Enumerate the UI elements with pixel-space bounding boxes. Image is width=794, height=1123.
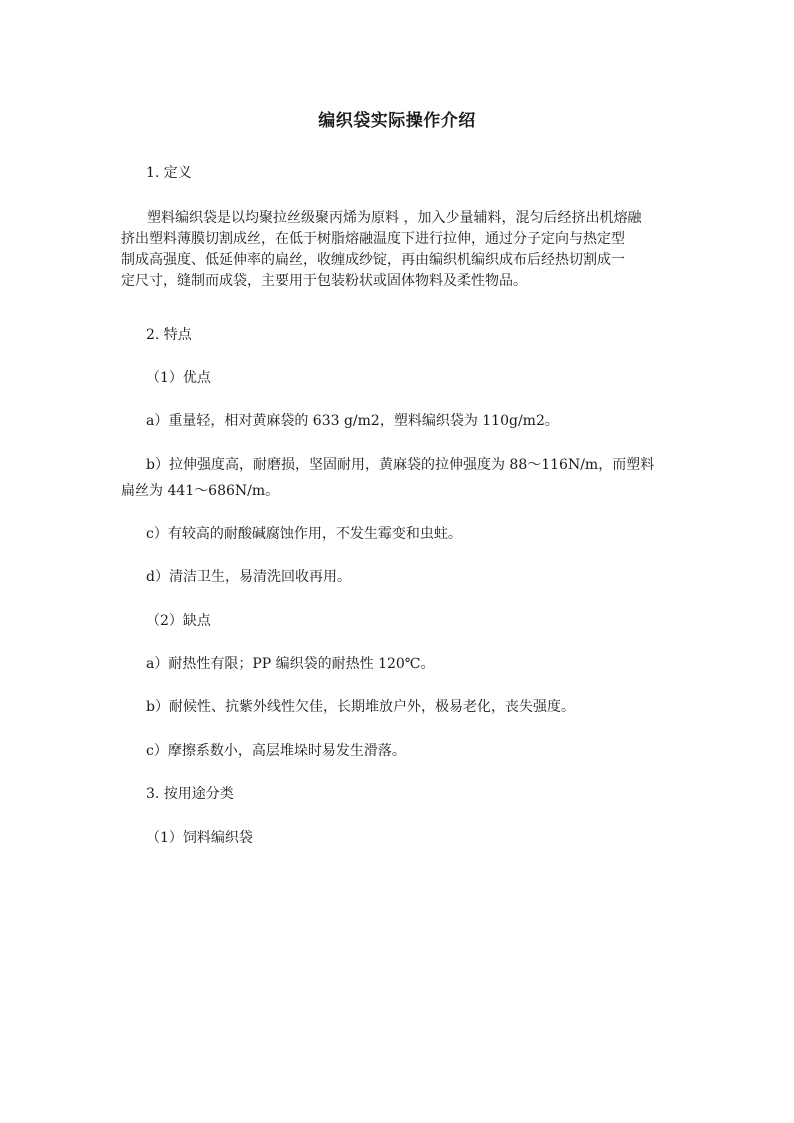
advantage-c: c）有较高的耐酸碱腐蚀作用，不发生霉变和虫蛀。 [146, 526, 462, 542]
feed-bag-subheading: （1）饲料编织袋 [146, 830, 253, 846]
disadvantage-a: a）耐热性有限；PP 编织袋的耐热性 120℃。 [146, 656, 435, 672]
disadvantage-b: b）耐候性、抗紫外线性欠佳，长期堆放户外，极易老化，丧失强度。 [146, 699, 575, 715]
disadvantage-c: c）摩擦系数小，高层堆垛时易发生滑落。 [146, 743, 406, 759]
advantage-a: a）重量轻，相对黄麻袋的 633 g/m2，塑料编织袋为 110g/m2。 [146, 413, 559, 429]
paragraph-line: 塑料编织袋是以均聚拉丝级聚丙烯为原料 ，加入少量辅料，混匀后经挤出机熔融 [147, 210, 642, 226]
section-2-heading: 2. 特点 [146, 327, 192, 343]
advantage-d: d）清洁卫生，易清洗回收再用。 [146, 569, 351, 585]
advantage-b-line2: 扁丝为 441～686N/m。 [121, 483, 280, 499]
definition-paragraph [121, 208, 681, 292]
paragraph-line: 制成高强度、低延伸率的扁丝，收缠成纱锭，再由编织机编织成布后经热切割成一 [121, 252, 625, 268]
paragraph-line: 定尺寸，缝制而成袋，主要用于包装粉状或固体物料及柔性物品。 [121, 273, 527, 289]
section-3-heading: 3. 按用途分类 [146, 786, 234, 802]
advantages-heading: （1）优点 [146, 370, 211, 386]
section-1-heading: 1. 定义 [146, 165, 192, 181]
document-title: 编织袋实际操作介绍 [318, 111, 476, 131]
advantage-b-line1: b）拉伸强度高，耐磨损，坚固耐用，黄麻袋的拉伸强度为 88～116N/m，而塑料 [146, 457, 655, 473]
disadvantages-heading: （2）缺点 [146, 613, 211, 629]
paragraph-line: 挤出塑料薄膜切割成丝，在低于树脂熔融温度下进行拉伸，通过分子定向与热定型 [121, 231, 625, 247]
